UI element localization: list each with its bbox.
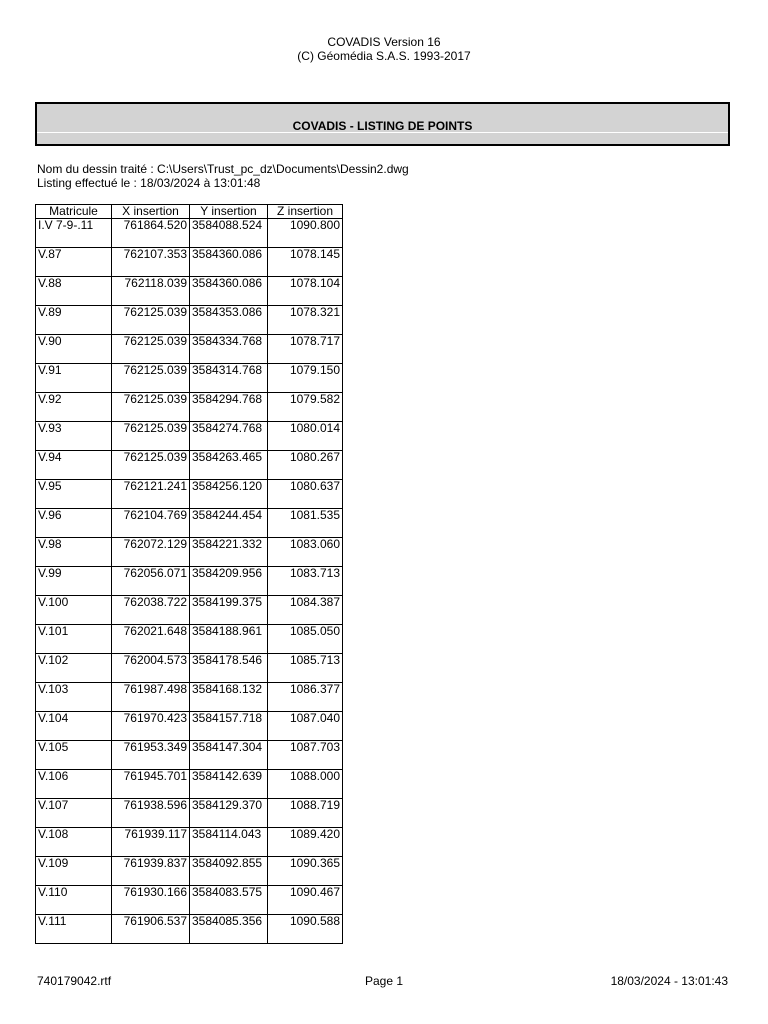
cell-y: 3584360.086 [190, 248, 268, 277]
cell-y: 3584088.524 [190, 219, 268, 248]
cell-z: 1081.535 [268, 509, 343, 538]
cell-x: 762038.722 [112, 596, 190, 625]
cell-y: 3584092.855 [190, 857, 268, 886]
cell-z: 1080.014 [268, 422, 343, 451]
cell-matricule: V.108 [36, 828, 112, 857]
table-row [36, 277, 343, 306]
table-row [36, 538, 343, 567]
cell-y: 3584147.304 [190, 741, 268, 770]
table-row [36, 712, 343, 741]
cell-z: 1089.420 [268, 828, 343, 857]
cell-x: 761906.537 [112, 915, 190, 944]
table-row [36, 219, 343, 248]
cell-z: 1080.637 [268, 480, 343, 509]
cell-z: 1087.703 [268, 741, 343, 770]
cell-y: 3584221.332 [190, 538, 268, 567]
cell-x: 761945.701 [112, 770, 190, 799]
cell-matricule: V.96 [36, 509, 112, 538]
footer-page-number: Page 1 [364, 974, 404, 988]
column-header-x: X insertion [112, 205, 190, 219]
cell-x: 762107.353 [112, 248, 190, 277]
cell-y: 3584209.956 [190, 567, 268, 596]
cell-y: 3584114.043 [190, 828, 268, 857]
cell-z: 1090.800 [268, 219, 343, 248]
cell-y: 3584085.356 [190, 915, 268, 944]
table-header-row [36, 205, 343, 219]
cell-z: 1078.145 [268, 248, 343, 277]
drawing-path: Nom du dessin traité : C:\Users\Trust_pc_dz\Documents\Dessin2.dwg [37, 162, 409, 176]
document-header [0, 35, 768, 63]
footer-filename: 740179042.rtf [37, 974, 112, 988]
cell-z: 1090.588 [268, 915, 343, 944]
cell-matricule: I.V 7-9-.11 [36, 219, 112, 248]
table-row [36, 654, 343, 683]
cell-x: 761953.349 [112, 741, 190, 770]
cell-matricule: V.110 [36, 886, 112, 915]
cell-x: 762056.071 [112, 567, 190, 596]
table-row [36, 596, 343, 625]
cell-matricule: V.98 [36, 538, 112, 567]
cell-y: 3584334.768 [190, 335, 268, 364]
cell-x: 762125.039 [112, 393, 190, 422]
copyright-line: (C) Géomédia S.A.S. 1993-2017 [297, 49, 471, 63]
cell-matricule: V.92 [36, 393, 112, 422]
cell-matricule: V.87 [36, 248, 112, 277]
cell-matricule: V.106 [36, 770, 112, 799]
cell-matricule: V.101 [36, 625, 112, 654]
cell-y: 3584314.768 [190, 364, 268, 393]
cell-x: 761930.166 [112, 886, 190, 915]
column-header-z: Z insertion [268, 205, 343, 219]
cell-matricule: V.91 [36, 364, 112, 393]
table-row [36, 567, 343, 596]
cell-y: 3584199.375 [190, 596, 268, 625]
cell-z: 1086.377 [268, 683, 343, 712]
cell-y: 3584263.465 [190, 451, 268, 480]
cell-x: 761939.117 [112, 828, 190, 857]
cell-x: 761939.837 [112, 857, 190, 886]
table-row [36, 422, 343, 451]
cell-z: 1085.713 [268, 654, 343, 683]
table-row [36, 248, 343, 277]
column-header-matricule: Matricule [36, 205, 112, 219]
software-version: COVADIS Version 16 [327, 35, 441, 49]
cell-matricule: V.109 [36, 857, 112, 886]
cell-z: 1078.717 [268, 335, 343, 364]
table-row [36, 770, 343, 799]
table-row [36, 886, 343, 915]
table-row [36, 625, 343, 654]
cell-x: 761987.498 [112, 683, 190, 712]
listing-date: Listing effectué le : 18/03/2024 à 13:01:48 [37, 176, 261, 190]
column-header-y: Y insertion [190, 205, 268, 219]
cell-matricule: V.89 [36, 306, 112, 335]
table-row [36, 799, 343, 828]
cell-z: 1085.050 [268, 625, 343, 654]
footer-datetime: 18/03/2024 - 13:01:43 [610, 974, 728, 988]
table-row [36, 683, 343, 712]
cell-z: 1078.321 [268, 306, 343, 335]
cell-x: 762004.573 [112, 654, 190, 683]
cell-y: 3584353.086 [190, 306, 268, 335]
cell-z: 1080.267 [268, 451, 343, 480]
cell-matricule: V.100 [36, 596, 112, 625]
cell-z: 1079.582 [268, 393, 343, 422]
cell-z: 1088.719 [268, 799, 343, 828]
cell-matricule: V.105 [36, 741, 112, 770]
table-row [36, 451, 343, 480]
table-row [36, 393, 343, 422]
cell-x: 762125.039 [112, 422, 190, 451]
cell-matricule: V.104 [36, 712, 112, 741]
cell-y: 3584244.454 [190, 509, 268, 538]
cell-y: 3584157.718 [190, 712, 268, 741]
table-row [36, 306, 343, 335]
cell-z: 1078.104 [268, 277, 343, 306]
cell-matricule: V.102 [36, 654, 112, 683]
table-row [36, 741, 343, 770]
cell-x: 762121.241 [112, 480, 190, 509]
cell-y: 3584188.961 [190, 625, 268, 654]
points-table [35, 204, 343, 944]
cell-matricule: V.88 [36, 277, 112, 306]
cell-x: 762125.039 [112, 335, 190, 364]
table-row [36, 828, 343, 857]
table-row [36, 335, 343, 364]
table-body [36, 219, 343, 944]
cell-x: 762072.129 [112, 538, 190, 567]
cell-x: 761864.520 [112, 219, 190, 248]
table-row [36, 480, 343, 509]
cell-matricule: V.93 [36, 422, 112, 451]
cell-y: 3584083.575 [190, 886, 268, 915]
cell-x: 762125.039 [112, 364, 190, 393]
cell-x: 762021.648 [112, 625, 190, 654]
title-banner [35, 102, 730, 146]
cell-x: 762104.769 [112, 509, 190, 538]
cell-z: 1084.387 [268, 596, 343, 625]
cell-x: 762118.039 [112, 277, 190, 306]
document-title: COVADIS - LISTING DE POINTS [292, 119, 473, 133]
cell-matricule: V.94 [36, 451, 112, 480]
cell-y: 3584294.768 [190, 393, 268, 422]
cell-y: 3584178.546 [190, 654, 268, 683]
listing-info [37, 162, 409, 190]
cell-y: 3584360.086 [190, 277, 268, 306]
cell-z: 1083.060 [268, 538, 343, 567]
cell-y: 3584142.639 [190, 770, 268, 799]
cell-x: 762125.039 [112, 451, 190, 480]
cell-z: 1088.000 [268, 770, 343, 799]
cell-z: 1090.365 [268, 857, 343, 886]
table-row [36, 364, 343, 393]
cell-x: 761970.423 [112, 712, 190, 741]
cell-y: 3584274.768 [190, 422, 268, 451]
cell-z: 1090.467 [268, 886, 343, 915]
table-row [36, 509, 343, 538]
cell-matricule: V.90 [36, 335, 112, 364]
table-row [36, 857, 343, 886]
cell-x: 762125.039 [112, 306, 190, 335]
cell-y: 3584256.120 [190, 480, 268, 509]
cell-y: 3584168.132 [190, 683, 268, 712]
cell-matricule: V.99 [36, 567, 112, 596]
cell-z: 1079.150 [268, 364, 343, 393]
cell-z: 1083.713 [268, 567, 343, 596]
table-row [36, 915, 343, 944]
cell-x: 761938.596 [112, 799, 190, 828]
cell-matricule: V.107 [36, 799, 112, 828]
cell-matricule: V.95 [36, 480, 112, 509]
cell-z: 1087.040 [268, 712, 343, 741]
cell-matricule: V.103 [36, 683, 112, 712]
cell-y: 3584129.370 [190, 799, 268, 828]
cell-matricule: V.111 [36, 915, 112, 944]
